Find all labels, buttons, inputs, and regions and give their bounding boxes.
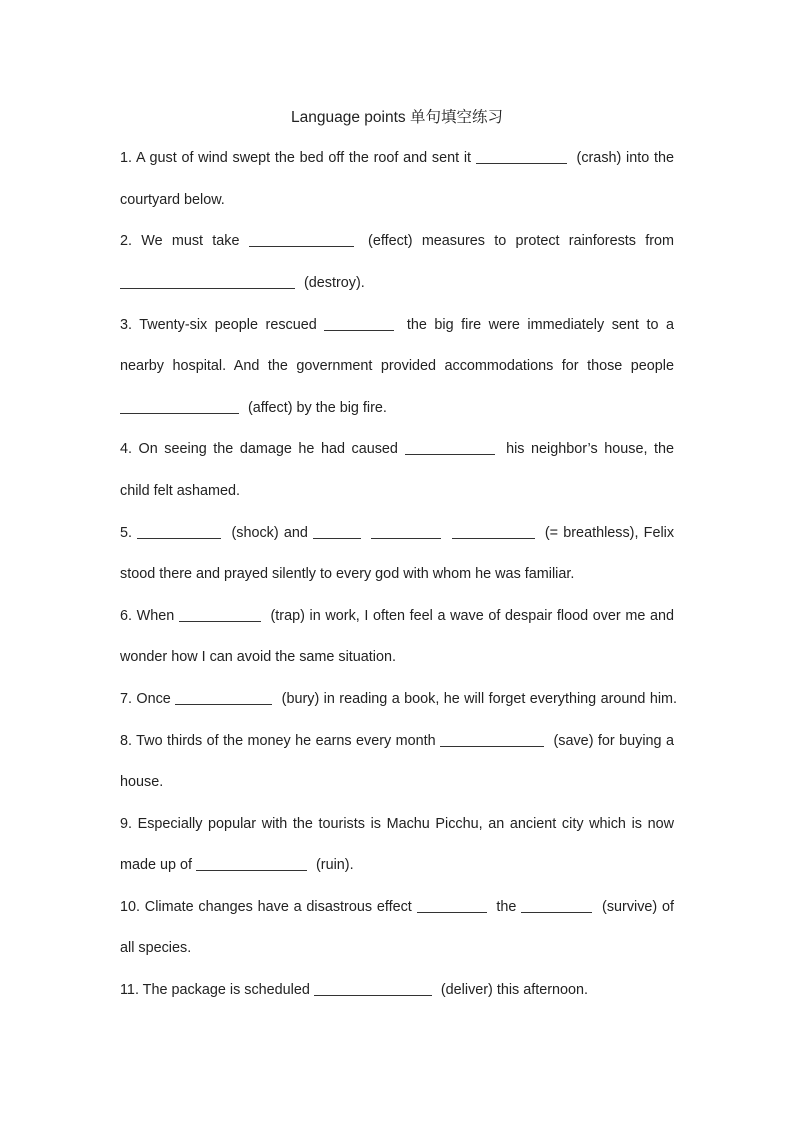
question-text: 11. The package is scheduled xyxy=(120,982,310,999)
question-8 xyxy=(120,721,674,804)
answer-blank xyxy=(452,538,535,539)
question-text: child felt ashamed. xyxy=(120,482,240,499)
question-text: (ruin). xyxy=(316,857,354,874)
question-7 xyxy=(120,679,678,721)
question-text: (save) for buying a xyxy=(553,732,674,749)
question-text: all species. xyxy=(120,940,192,957)
page-title: Language points 单句填空练习 xyxy=(291,109,503,126)
question-text: (shock) and xyxy=(231,524,308,541)
question-line xyxy=(120,596,674,638)
question-text: (crash) into the xyxy=(576,150,674,167)
question-line xyxy=(120,138,674,180)
question-text: courtyard below. xyxy=(120,191,225,208)
question-line xyxy=(120,679,677,721)
question-line xyxy=(120,928,674,970)
answer-blank xyxy=(417,912,487,913)
question-text: (trap) in work, I often feel a wave of despair flood over me and xyxy=(270,607,674,624)
question-line xyxy=(120,221,674,263)
question-line xyxy=(120,429,674,471)
question-line xyxy=(120,887,674,929)
question-1 xyxy=(120,138,674,221)
question-text: 10. Climate changes have a disastrous effect xyxy=(120,898,412,915)
question-line xyxy=(120,471,674,513)
question-text: stood there and prayed silently to every god with whom he was familiar. xyxy=(120,566,575,583)
question-text: (= breathless), Felix xyxy=(544,524,675,541)
question-text: the xyxy=(496,898,517,915)
question-text: (effect) measures to protect rainforests from xyxy=(368,233,674,250)
question-text: made up of xyxy=(120,857,193,874)
question-text: (deliver) this afternoon. xyxy=(440,982,589,999)
question-3 xyxy=(120,305,674,430)
question-11 xyxy=(120,970,674,1012)
answer-blank xyxy=(371,538,441,539)
answer-blank xyxy=(405,454,495,455)
question-line xyxy=(120,637,674,679)
answer-blank xyxy=(313,538,361,539)
answer-blank xyxy=(120,288,295,289)
question-line xyxy=(120,180,674,222)
question-text: wonder how I can avoid the same situation. xyxy=(120,649,396,666)
answer-blank xyxy=(137,538,221,539)
question-5 xyxy=(120,513,674,596)
question-text: the big fire were immediately sent to a xyxy=(406,316,675,333)
question-line xyxy=(120,804,674,846)
question-line xyxy=(120,554,674,596)
answer-blank xyxy=(440,746,544,747)
answer-blank xyxy=(175,704,272,705)
question-text: 4. On seeing the damage he had caused xyxy=(120,441,398,458)
question-text: 5. xyxy=(120,524,133,541)
question-text: 7. Once xyxy=(120,690,171,707)
question-text: house. xyxy=(120,774,164,791)
question-line xyxy=(120,305,674,347)
question-line xyxy=(120,513,674,555)
answer-blank xyxy=(179,621,261,622)
question-text: (survive) of xyxy=(602,898,675,915)
answer-blank xyxy=(120,413,239,414)
question-line xyxy=(120,762,674,804)
answer-blank xyxy=(196,870,307,871)
question-line xyxy=(120,263,674,305)
question-line xyxy=(120,346,674,388)
question-list xyxy=(120,138,678,1011)
question-6 xyxy=(120,596,674,679)
question-text: (affect) by the big fire. xyxy=(248,399,387,416)
answer-blank xyxy=(324,330,394,331)
question-2 xyxy=(120,221,674,304)
question-text: (destroy). xyxy=(304,274,365,291)
question-text: 8. Two thirds of the money he earns every month xyxy=(120,732,436,749)
question-text: 1. A gust of wind swept the bed off the roof and sent it xyxy=(120,150,472,167)
question-text: (bury) in reading a book, he will forget everything around him. xyxy=(281,690,678,707)
question-4 xyxy=(120,429,674,512)
question-text: nearby hospital. And the government provided accommodations for those people xyxy=(120,358,674,375)
question-text: 6. When xyxy=(120,607,175,624)
question-line xyxy=(120,721,674,763)
question-text: 9. Especially popular with the tourists is Machu Picchu, an ancient city which is now xyxy=(120,815,674,832)
answer-blank xyxy=(476,163,567,164)
question-9 xyxy=(120,804,674,887)
answer-blank xyxy=(314,995,432,996)
answer-blank xyxy=(249,246,354,247)
question-10 xyxy=(120,887,674,970)
answer-blank xyxy=(521,912,592,913)
question-text: 2. We must take xyxy=(120,233,240,250)
question-line xyxy=(120,845,674,887)
question-text: his neighbor’s house, the xyxy=(506,441,675,458)
question-line xyxy=(120,388,674,430)
question-text: 3. Twenty-six people rescued xyxy=(120,316,317,333)
question-line xyxy=(120,970,674,1012)
